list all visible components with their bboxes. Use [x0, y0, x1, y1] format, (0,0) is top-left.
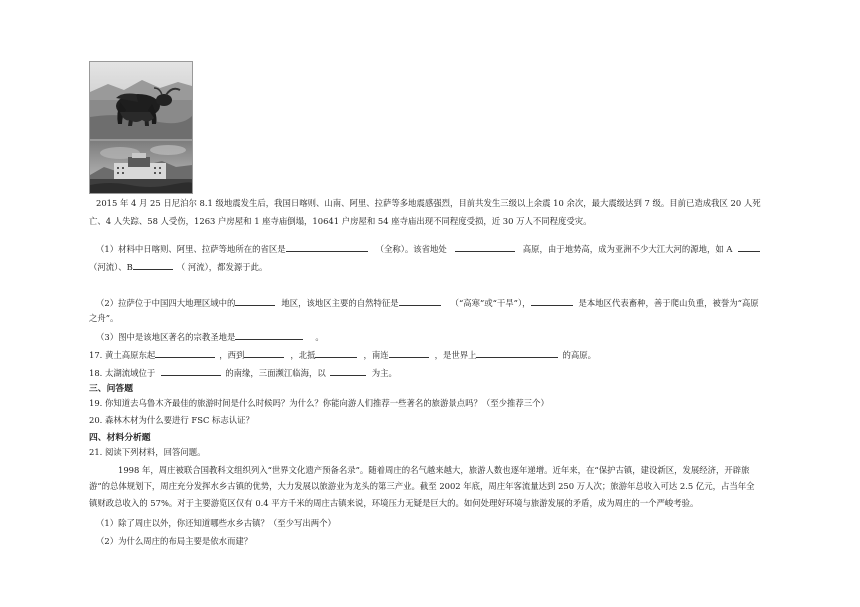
section-3-heading: 三、问答题 — [89, 384, 133, 394]
question-3-text-b: 。 — [315, 332, 324, 342]
question-21-paragraph-1: 1998 年，周庄被联合国教科文组织列入“世界文化遗产预备名录”。随着周庄的名气越来越大，旅游人数也逐年递增。近年来，在“保护古镇，建设新区，发展经济，开辟旅 — [118, 465, 750, 475]
question-17-text-b: ，西到 — [219, 350, 245, 360]
question-17-text-d: ，南连 — [363, 350, 389, 360]
question-1-line-2 — [89, 260, 267, 273]
question-18 — [89, 366, 397, 379]
answer-blank-north[interactable] — [315, 348, 357, 358]
answer-blank-province[interactable] — [286, 242, 368, 252]
question-1-text-c: 高原，由于地势高，成为亚洲不少大江大河的源地，如 A — [522, 244, 733, 254]
question-2-text-c: （“高寒”或“干旱”）， — [450, 298, 531, 308]
question-2-text-b: 地区，该地区主要的自然特征是 — [281, 298, 399, 308]
question-1-text-b: （全称）。该省地处 — [375, 244, 447, 254]
question-17-text-c: ，北抵 — [290, 350, 316, 360]
question-17-text-f: 的高原。 — [562, 350, 596, 360]
question-1-text-d: （河流）、B — [89, 262, 133, 272]
question-2-text-d: 是本地区代表畜种，善于爬山负重，被誉为“高原 — [578, 298, 759, 308]
answer-blank-river-a[interactable] — [738, 242, 760, 252]
question-21-sub-1: （1）除了周庄以外，你还知道哪些水乡古镇？（至少写出两个） — [96, 518, 336, 528]
question-17 — [89, 348, 596, 361]
answer-blank-taihu-location[interactable] — [161, 366, 221, 376]
yak-photo — [89, 61, 193, 140]
question-3-text-a: （3）图中是该地区著名的宗教圣地是 — [96, 332, 236, 342]
question-2-line-2: 之舟”。 — [89, 313, 119, 323]
answer-blank-region[interactable] — [235, 296, 275, 306]
potala-palace-photo — [89, 140, 193, 194]
question-18-text-a: 18. 太湖流域位于 — [89, 368, 156, 378]
answer-blank-east[interactable] — [155, 348, 215, 358]
question-3-line — [96, 330, 324, 343]
question-21-intro: 21. 阅读下列材料，回答问题。 — [89, 447, 206, 457]
question-2-text-a: （2）拉萨位于中国四大地理区域中的 — [96, 298, 236, 308]
answer-blank-river-b[interactable] — [133, 260, 173, 270]
answer-blank-terrain[interactable] — [330, 366, 366, 376]
answer-blank-plateau[interactable] — [455, 242, 515, 252]
question-21-sub-2: （2）为什么周庄的布局主要是依水而建？ — [96, 536, 253, 546]
question-17-text-e: ，是世界上 — [434, 350, 477, 360]
question-18-text-c: 为主。 — [371, 368, 397, 378]
answer-blank-south[interactable] — [389, 348, 429, 358]
question-18-text-b: 的南缘，三面濒江临海，以 — [225, 368, 326, 378]
question-1-line-1 — [96, 242, 760, 255]
material-line-2: 亡、4 人失踪、58 人受伤，1263 户房屋和 1 座寺庙倒塌，10641 户房屋和 54 座寺庙出现不同程度受损，近 30 万人不同程度受灾。 — [89, 216, 592, 226]
question-21-paragraph-2: 游”的总体规划下，周庄充分发挥水乡古镇的优势，大力发展以旅游业为龙头的第三产业。截至 2002 年底，周庄年客流量达到 250 万人次；旅游年总收入可达 2.5 亿元，占当年全 — [89, 481, 755, 491]
question-20: 20. 森林木材为什么要进行 FSC 标志认证？ — [89, 415, 254, 425]
question-21-paragraph-3: 镇财政总收入的 57%。对于主要游览区仅有 0.4 平方千米的周庄古镇来说，环境压力无疑是巨大的。如何处理好环境与旅游发展的矛盾，成为周庄的一个严峻考验。 — [89, 498, 699, 508]
answer-blank-feature[interactable] — [399, 296, 441, 306]
question-2-line-1 — [96, 296, 759, 309]
material-line-1: 2015 年 4 月 25 日尼泊尔 8.1 级地震发生后，我国日喀则、山南、阿里、拉萨等多地震感强烈，目前共发生三级以上余震 10 余次，最大震级达到 7 级。目前已造成我区 20 人死 — [96, 198, 761, 208]
question-1-text-a: （1）材料中日喀则、阿里、拉萨等地所在的省区是 — [96, 244, 286, 254]
answer-blank-holy-site[interactable] — [235, 330, 303, 340]
answer-blank-world-rank[interactable] — [476, 348, 558, 358]
answer-blank-livestock[interactable] — [531, 296, 573, 306]
answer-blank-west[interactable] — [244, 348, 284, 358]
section-4-heading: 四、材料分析题 — [89, 433, 151, 443]
question-1-text-e: （ 河流），都发源于此。 — [176, 262, 268, 272]
question-19: 19. 你知道去乌鲁木齐最佳的旅游时间是什么时候吗？为什么？你能向游人们推荐一些著名的旅游景点吗？（至少推荐三个） — [89, 398, 549, 408]
question-17-text-a: 17. 黄土高原东起 — [89, 350, 156, 360]
